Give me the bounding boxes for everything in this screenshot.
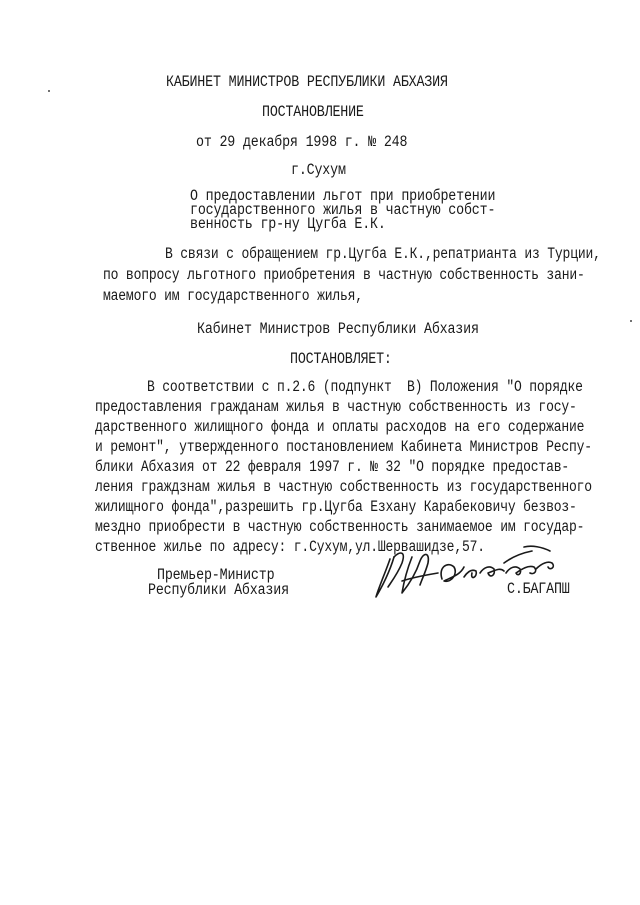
body-line: ственное жилье по адресу: г.Сухум,ул.Шервашидзе,57. bbox=[95, 538, 485, 556]
body-line: предоставления гражданам жилья в частную собственность из госу- bbox=[95, 398, 577, 416]
body-line: блики Абхазия от 22 февраля 1997 г. № 32 "О порядке предостав- bbox=[95, 458, 570, 476]
body-line: и ремонт", утвержденного постановлением Кабинета Министров Респу- bbox=[95, 438, 592, 456]
doc-type: ПОСТАНОВЛЕНИЕ bbox=[262, 103, 364, 121]
body-line: жилищного фонда",разрешить гр.Цугба Езхану Карабековичу безвоз- bbox=[95, 498, 577, 516]
resolving-body: Кабинет Министров Республики Абхазия bbox=[197, 320, 479, 338]
scan-speck bbox=[48, 90, 50, 92]
signatory-position: Премьер-Министр bbox=[157, 566, 275, 584]
body-line: В соответствии с п.2.6 (подпункт В) Положения "О порядке bbox=[147, 378, 583, 396]
preamble-line: В связи с обращением гр.Цугба Е.К.,репатрианта из Турции, bbox=[165, 245, 601, 263]
body-line: ления граждзнам жилья в частную собственность из государственного bbox=[95, 478, 592, 496]
scan-speck bbox=[630, 320, 632, 322]
subject-line: О предоставлении льгот при приобретении bbox=[190, 187, 496, 205]
place: г.Сухум bbox=[291, 161, 346, 179]
preamble-line: маемого им государственного жилья, bbox=[103, 287, 363, 305]
signatory-name: С.БАГАПШ bbox=[507, 580, 570, 598]
preamble-line: по вопросу льготного приобретения в частную собственность зани- bbox=[103, 266, 585, 284]
date-number: от 29 декабря 1998 г. № 248 bbox=[196, 133, 408, 151]
body-line: дарственного жилищного фонда и оплаты расходов на его содержание bbox=[95, 418, 585, 436]
signatory-position: Республики Абхазия bbox=[148, 581, 289, 599]
cabinet-title: КАБИНЕТ МИНИСТРОВ РЕСПУБЛИКИ АБХАЗИЯ bbox=[166, 73, 448, 91]
subject-line: венность гр-ну Цугба Е.К. bbox=[190, 215, 386, 233]
body-line: мездно приобрести в частную собственность занимаемое им государ- bbox=[95, 518, 585, 536]
subject-line: государственного жилья в частную собст- bbox=[190, 201, 496, 219]
resolves-heading: ПОСТАНОВЛЯЕТ: bbox=[290, 350, 392, 368]
